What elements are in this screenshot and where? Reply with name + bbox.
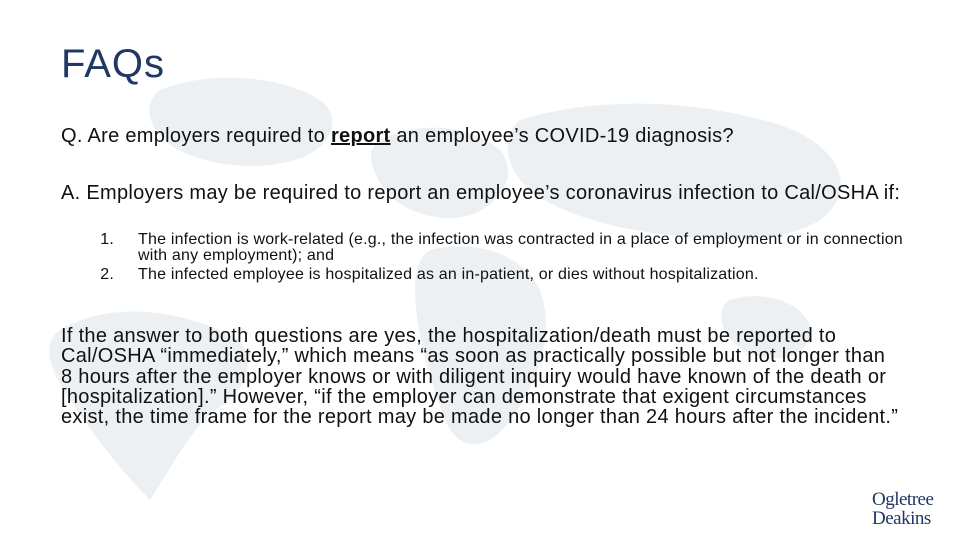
logo-line-2: Deakins <box>872 508 931 529</box>
question-suffix: an employee’s COVID-19 diagnosis? <box>390 125 734 147</box>
answer-intro: A. Employers may be required to report an employee’s coronavirus infection to Cal/OSHA if: <box>61 182 901 204</box>
list-item-number: 1. <box>100 231 114 248</box>
list-item-number: 2. <box>100 266 114 283</box>
condition-list <box>86 232 926 286</box>
logo-line-1: Ogletree <box>872 489 934 510</box>
list-item-text: The infection is work-related (e.g., the infection was contracted in a place of employment or in connection with any employment); and <box>138 231 903 264</box>
question-text <box>61 124 734 148</box>
question-prefix: Q. Are employers required to <box>61 125 331 147</box>
slide-title: FAQs <box>61 42 166 86</box>
list-item <box>86 232 926 264</box>
list-item <box>86 267 926 283</box>
answer-followup: If the answer to both questions are yes, the hospitalization/death must be reported to Cal/OSHA “immediately,” which means “as soon as practically possible but not longer than 8 hours after the employer knows or with diligent inquiry would have known of the death or [hospitalization].” However, “if the employer can demonstrate that exigent circumstances exist, the time frame for the report may be made no longer than 24 hours after the incident.” <box>61 325 899 429</box>
ogletree-deakins-logo <box>872 490 952 528</box>
question-keyword: report <box>330 125 391 147</box>
list-item-text: The infected employee is hospitalized as an in-patient, or dies without hospitalization. <box>138 266 759 283</box>
